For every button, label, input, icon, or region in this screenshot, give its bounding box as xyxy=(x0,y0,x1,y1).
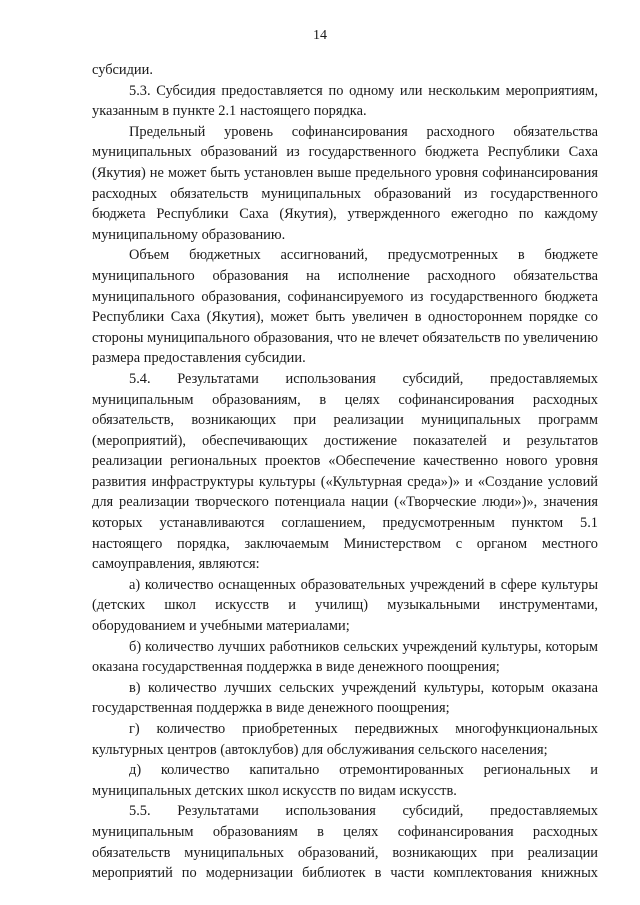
paragraph-5-4: 5.4. Результатами использования субсидий, предоставляемых муниципальным образованиям, в целях софинансирования расходных обязательств, возникающих при реализации муниципальных программ (мероприятий), обеспечивающих достижение показателей и результатов реализации региональных проектов «Обеспечение качественно нового уровня развития инфраструктуры культуры («Культурная среда»)» и «Создание условий для реализации творческого потенциала нации («Творческие люди»)», значения которых устанавливаются соглашением, предусмотренным пунктом 5.1 настоящего порядка, заключаемым Министерством с органом местного самоуправления, являются: xyxy=(92,370,598,573)
list-item-d: г) количество приобретенных передвижных многофункциональных культурных центров (автоклубов) для обслуживания сельского населения; xyxy=(92,721,598,758)
list-item-c: в) количество лучших сельских учреждений культуры, которым оказана государственная поддержка в виде денежного поощрения; xyxy=(92,679,598,717)
list-item-e: д) количество капитально отремонтированных региональных и муниципальных детских школ искусств по видам искусств. xyxy=(92,762,598,799)
paragraph-5-3: 5.3. Субсидия предоставляется по одному или нескольким мероприятиям, указанным в пункте 2.1 настоящего порядка. xyxy=(92,82,598,120)
paragraph-continuation: субсидии. xyxy=(92,62,153,78)
list-item-a: а) количество оснащенных образовательных учреждений в сфере культуры (детских школ искусств и училищ) музыкальными инструментами, оборудованием и учебными материалами; xyxy=(92,576,598,635)
page-number: 14 xyxy=(313,28,327,43)
list-item-b: б) количество лучших работников сельских учреждений культуры, которым оказана государственная поддержка в виде денежного поощрения; xyxy=(92,638,598,676)
paragraph-cofinancing-limit: Предельный уровень софинансирования расходного обязательства муниципальных образований из государственного бюджета Республики Саха (Якутия) не может быть установлен выше предельного уровня софинансирования расходных обязательств муниципальных образований из государственного бюджета Республики Саха (Якутия), утвержденного ежегодно по каждому муниципальному образованию. xyxy=(92,123,598,243)
paragraph-budget-allocation: Объем бюджетных ассигнований, предусмотренных в бюджете муниципального образования на исполнение расходного обязательства муниципального образования, софинансируемого из государственного бюджета Республики Саха (Якутия), может быть увеличен в одностороннем порядке со стороны муниципального образования, что не влечет обязательств по увеличению размера предоставления субсидии. xyxy=(92,247,598,367)
document-body xyxy=(92,60,598,884)
paragraph-5-5: 5.5. Результатами использования субсидий, предоставляемых муниципальным образованиям в целях софинансирования расходных обязательств муниципальных образований, возникающих при реализации мероприятий по модернизации библиотек в части комплектования книжных xyxy=(92,803,598,882)
